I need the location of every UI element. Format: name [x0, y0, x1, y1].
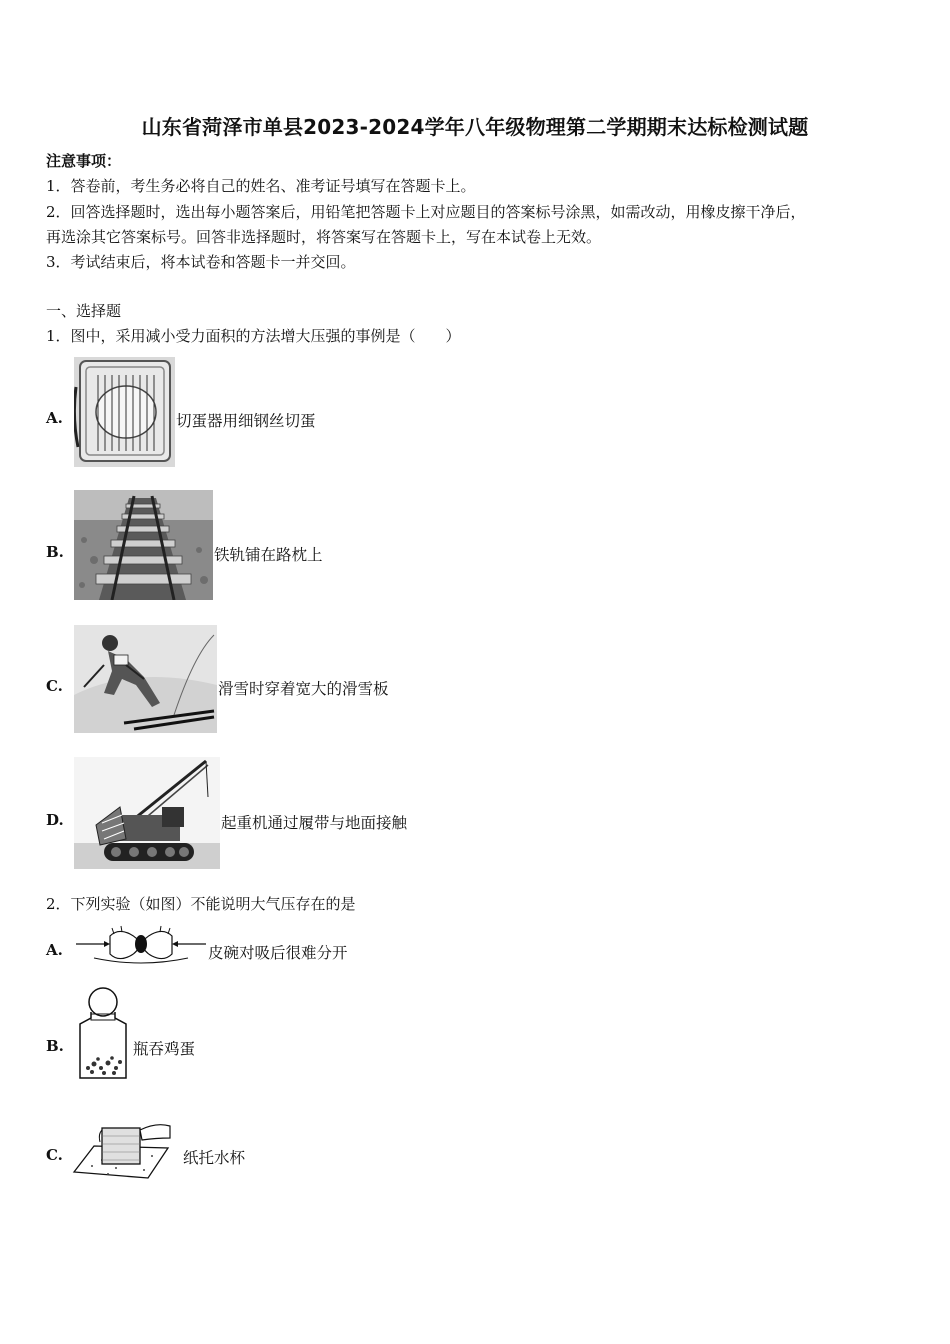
- paper-cup-image: [72, 1118, 172, 1182]
- page-title: 山东省菏泽市单县2023-2024学年八年级物理第二学期期末达标检测试题: [141, 115, 809, 139]
- notice-item: 3．考试结束后，将本试卷和答题卡一并交回。: [46, 253, 356, 271]
- egg-bottle-image: [74, 984, 132, 1084]
- suction-cups-image: [74, 924, 208, 966]
- option-label: A.: [46, 409, 63, 427]
- option-label: A.: [46, 941, 63, 959]
- option-text: 皮碗对吸后很难分开: [208, 944, 348, 962]
- option-label: C.: [46, 1146, 63, 1164]
- option-text: 瓶吞鸡蛋: [133, 1040, 196, 1058]
- question-1-stem: 1．图中，采用减小受力面积的方法增大压强的事例是（ ）: [46, 327, 461, 345]
- notice-item: 再选涂其它答案标号。回答非选择题时，将答案写在答题卡上，写在本试卷上无效。: [46, 228, 602, 246]
- option-text: 滑雪时穿着宽大的滑雪板: [218, 680, 389, 698]
- crawler-crane-image: [74, 757, 220, 869]
- skier-image: [74, 625, 217, 733]
- option-label: B.: [46, 543, 64, 561]
- option-label: D.: [46, 811, 64, 829]
- option-text: 起重机通过履带与地面接触: [221, 814, 408, 832]
- egg-slicer-image: [74, 357, 175, 467]
- option-label: C.: [46, 677, 63, 695]
- notice-item: 2．回答选择题时，选出每小题答案后，用铅笔把答题卡上对应题目的答案标号涂黑，如需改动，用橡皮擦干净后，: [46, 203, 806, 221]
- option-text: 铁轨铺在路枕上: [214, 546, 323, 564]
- railway-track-image: [74, 490, 213, 600]
- option-text: 切蛋器用细钢丝切蛋: [176, 412, 316, 430]
- notice-item: 1．答卷前，考生务必将自己的姓名、准考证号填写在答题卡上。: [46, 177, 476, 195]
- option-label: B.: [46, 1037, 64, 1055]
- question-2-stem: 2．下列实验（如图）不能说明大气压存在的是: [46, 895, 356, 913]
- section-heading: 一、选择题: [46, 302, 122, 320]
- option-text: 纸托水杯: [183, 1149, 246, 1167]
- notice-heading: 注意事项：: [46, 152, 122, 170]
